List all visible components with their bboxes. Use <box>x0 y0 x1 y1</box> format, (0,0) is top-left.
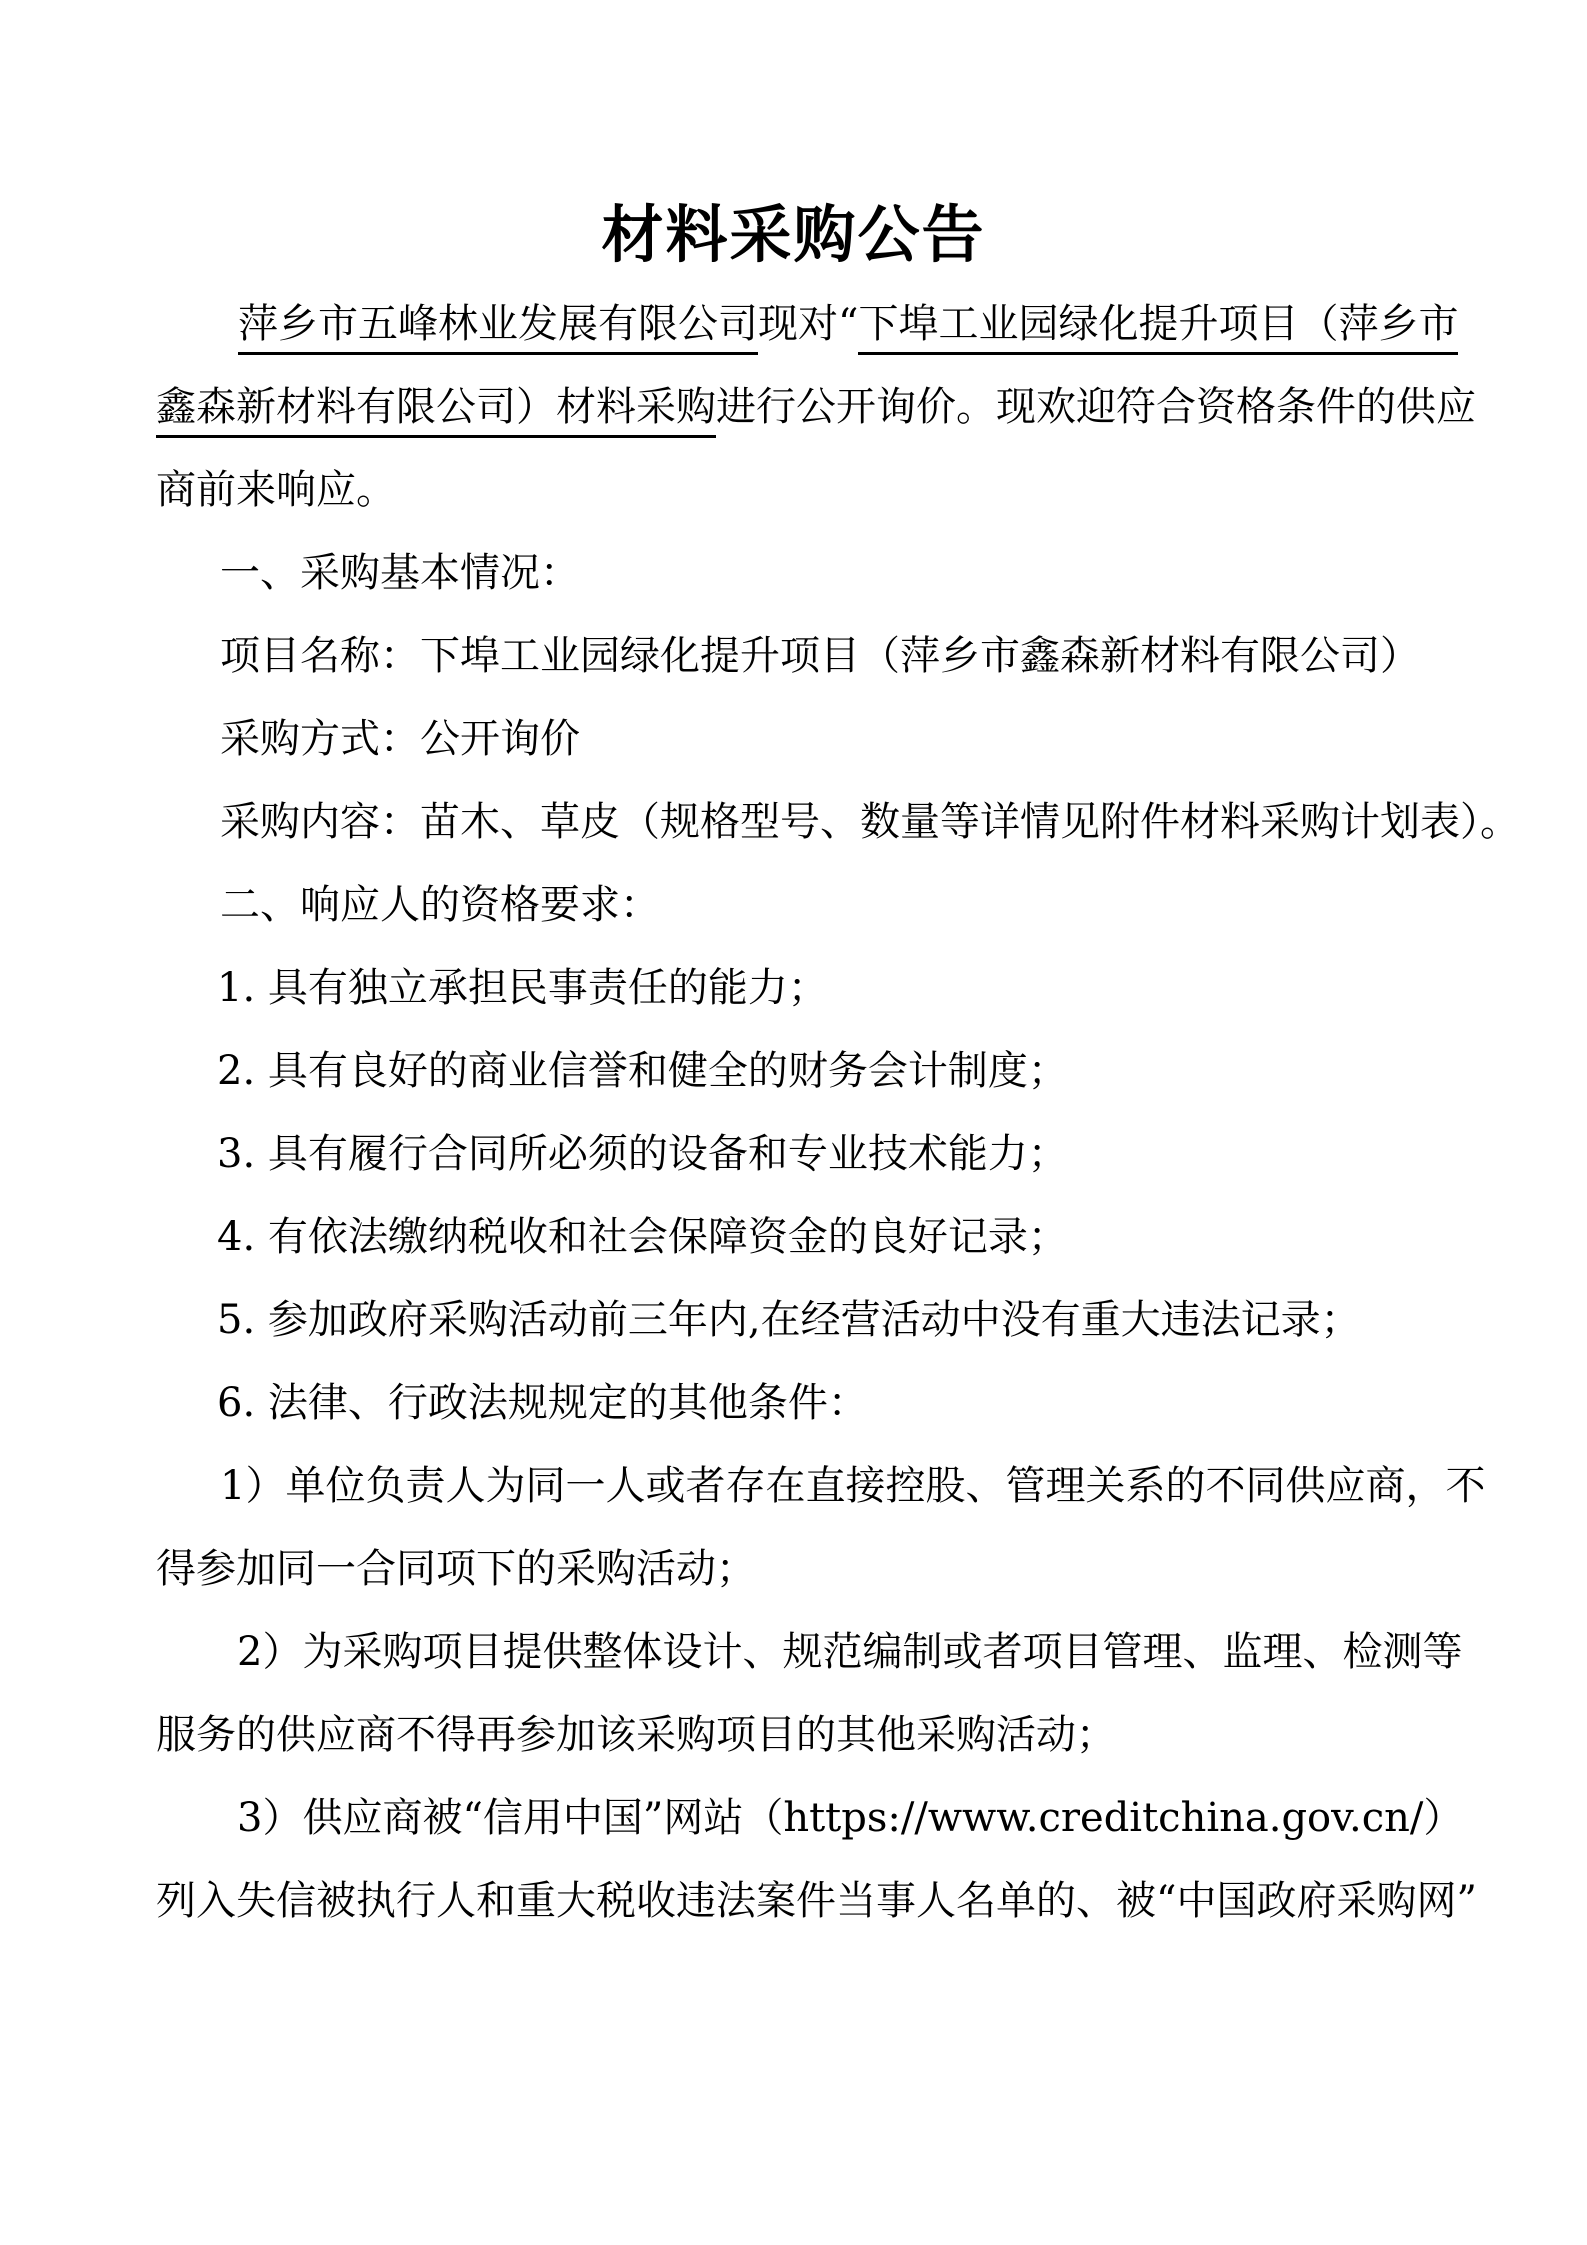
underlined-text-segment: 萍乡市五峰林业发展有限公司 <box>238 300 758 355</box>
text-segment: 2. 具有良好的商业信誉和健全的财务会计制度； <box>217 1048 1068 1094</box>
text-line <box>156 1047 1483 1130</box>
text-line <box>156 881 1483 964</box>
text-line <box>156 1379 1483 1462</box>
underlined-text-segment: 下埠工业园绿化提升项目（萍乡市 <box>858 300 1458 355</box>
text-line <box>156 1130 1483 1213</box>
text-segment: 采购内容：苗木、草皮（规格型号、数量等详情见附件材料采购计划表）。 <box>220 799 1520 845</box>
text-segment: 5. 参加政府采购活动前三年内,在经营活动中没有重大违法记录； <box>217 1297 1361 1343</box>
text-segment: 1）单位负责人为同一人或者存在直接控股、管理关系的不同供应商，不 <box>220 1463 1486 1509</box>
text-line <box>156 632 1483 715</box>
text-segment: 列入失信被执行人和重大税收违法案件当事人名单的、被“中国政府采购网” <box>156 1878 1477 1924</box>
text-line <box>156 1794 1483 1877</box>
text-line <box>156 1545 1483 1628</box>
text-line <box>156 466 1483 549</box>
text-line <box>156 1213 1483 1296</box>
text-line <box>156 549 1483 632</box>
text-segment: 采购方式：公开询价 <box>220 716 580 762</box>
text-segment: 商前来响应。 <box>156 467 396 513</box>
text-segment: 3. 具有履行合同所必须的设备和专业技术能力； <box>217 1131 1068 1177</box>
text-line <box>156 1296 1483 1379</box>
text-segment: 现对“ <box>758 301 859 347</box>
text-segment: 4. 有依法缴纳税收和社会保障资金的良好记录； <box>217 1214 1068 1260</box>
text-line <box>156 1877 1483 1960</box>
text-line <box>156 1628 1483 1711</box>
page-title: 材料采购公告 <box>601 198 986 271</box>
text-segment: 进行公开询价。现欢迎符合资格条件的供应 <box>716 384 1476 430</box>
text-line <box>156 300 1483 383</box>
text-segment: 项目名称：下埠工业园绿化提升项目（萍乡市鑫森新材料有限公司） <box>220 633 1420 679</box>
text-segment: 二、响应人的资格要求： <box>220 882 660 928</box>
text-line <box>156 964 1483 1047</box>
text-line <box>156 798 1520 881</box>
text-line <box>156 1711 1483 1794</box>
text-line <box>156 715 1483 798</box>
text-segment: 3）供应商被“信用中国”网站（https://www.creditchina.gov.cn/） <box>237 1795 1464 1841</box>
text-segment: 一、采购基本情况： <box>220 550 580 596</box>
text-line <box>156 1462 1486 1545</box>
text-segment: 6. 法律、行政法规规定的其他条件： <box>217 1380 868 1426</box>
text-line <box>156 383 1483 466</box>
text-segment: 得参加同一合同项下的采购活动； <box>156 1546 756 1592</box>
text-segment: 2）为采购项目提供整体设计、规范编制或者项目管理、监理、检测等 <box>237 1629 1463 1675</box>
underlined-text-segment: 鑫森新材料有限公司）材料采购 <box>156 383 716 438</box>
text-segment: 服务的供应商不得再参加该采购项目的其他采购活动； <box>156 1712 1116 1758</box>
document-body <box>156 300 1520 1960</box>
text-segment: 1. 具有独立承担民事责任的能力； <box>217 965 828 1011</box>
